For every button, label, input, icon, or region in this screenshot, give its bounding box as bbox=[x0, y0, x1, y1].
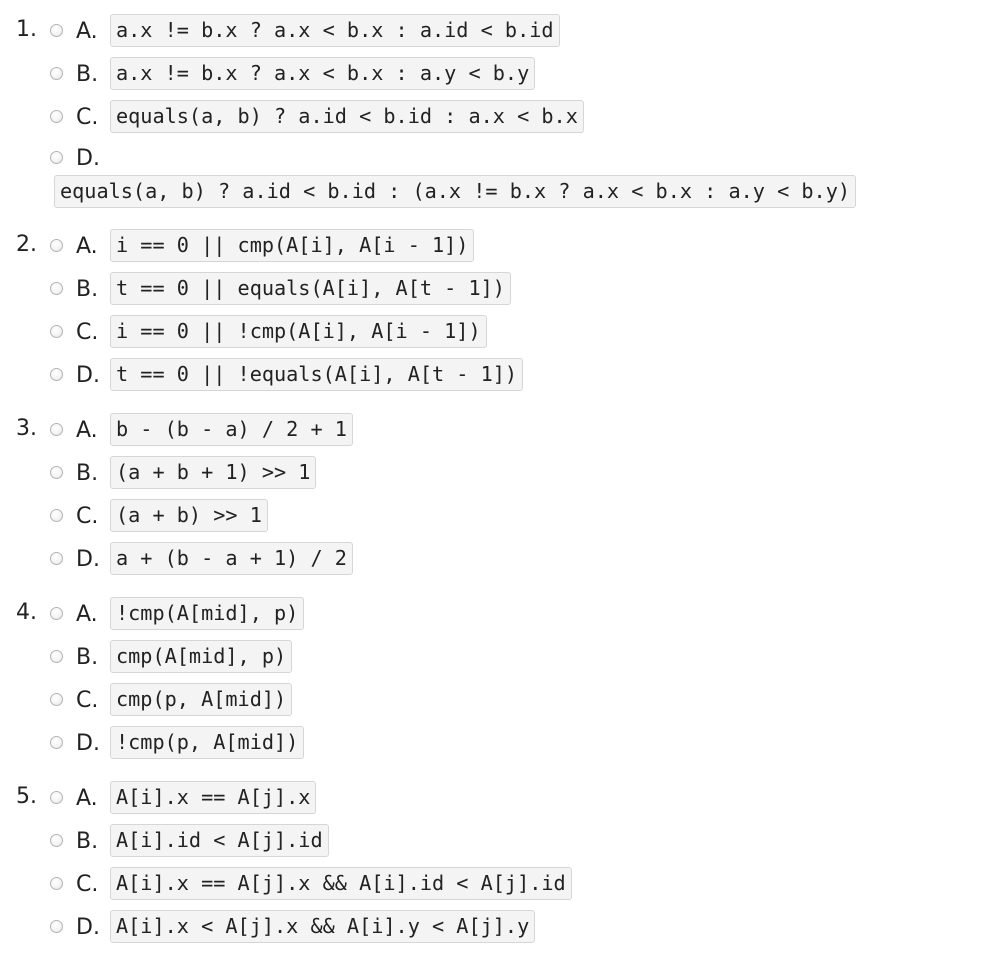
question-number: 1. bbox=[16, 17, 37, 42]
radio-button-icon[interactable] bbox=[50, 325, 63, 338]
option-code: equals(a, b) ? a.id < b.id : (a.x != b.x ? a.x < b.x : a.y < b.y) bbox=[54, 175, 856, 208]
option-code: cmp(A[mid], p) bbox=[110, 640, 292, 673]
option-code: i == 0 || cmp(A[i], A[i - 1]) bbox=[110, 229, 474, 262]
option-code: t == 0 || equals(A[i], A[t - 1]) bbox=[110, 272, 511, 305]
radio-button-icon[interactable] bbox=[50, 552, 63, 565]
radio-button-icon[interactable] bbox=[50, 24, 63, 37]
option-letter: C. bbox=[76, 872, 99, 897]
option-code: a.x != b.x ? a.x < b.x : a.y < b.y bbox=[110, 57, 535, 90]
question-number: 3. bbox=[16, 416, 37, 441]
option-code: (a + b + 1) >> 1 bbox=[110, 456, 316, 489]
radio-button-icon[interactable] bbox=[50, 67, 63, 80]
option-code: i == 0 || !cmp(A[i], A[i - 1]) bbox=[110, 315, 487, 348]
radio-button-icon[interactable] bbox=[50, 368, 63, 381]
option-letter: B. bbox=[76, 829, 99, 854]
radio-button-icon[interactable] bbox=[50, 110, 63, 123]
option-code: !cmp(p, A[mid]) bbox=[110, 726, 304, 759]
option-code: cmp(p, A[mid]) bbox=[110, 683, 292, 716]
option-letter: C. bbox=[76, 688, 99, 713]
radio-button-icon[interactable] bbox=[50, 834, 63, 847]
option-code: A[i].x == A[j].x && A[i].id < A[j].id bbox=[110, 867, 572, 900]
radio-button-icon[interactable] bbox=[50, 736, 63, 749]
option-letter: B. bbox=[76, 645, 99, 670]
option-letter: D. bbox=[76, 547, 100, 572]
option-code: t == 0 || !equals(A[i], A[t - 1]) bbox=[110, 358, 523, 391]
option-letter: D. bbox=[76, 915, 100, 940]
option-letter: D. bbox=[76, 363, 100, 388]
option-code: b - (b - a) / 2 + 1 bbox=[110, 413, 353, 446]
option-letter: A. bbox=[76, 19, 98, 44]
option-code: A[i].id < A[j].id bbox=[110, 824, 329, 857]
option-letter: A. bbox=[76, 234, 98, 259]
option-code: equals(a, b) ? a.id < b.id : a.x < b.x bbox=[110, 100, 584, 133]
radio-button-icon[interactable] bbox=[50, 423, 63, 436]
question-number: 4. bbox=[16, 600, 37, 625]
question-number: 5. bbox=[16, 784, 37, 809]
option-letter: B. bbox=[76, 62, 99, 87]
option-letter: A. bbox=[76, 786, 98, 811]
option-code: (a + b) >> 1 bbox=[110, 499, 268, 532]
option-code: !cmp(A[mid], p) bbox=[110, 597, 304, 630]
option-code: a.x != b.x ? a.x < b.x : a.id < b.id bbox=[110, 14, 560, 47]
radio-button-icon[interactable] bbox=[50, 466, 63, 479]
option-letter: D. bbox=[76, 731, 100, 756]
radio-button-icon[interactable] bbox=[50, 920, 63, 933]
option-letter: C. bbox=[76, 105, 99, 130]
radio-button-icon[interactable] bbox=[50, 151, 63, 164]
option-letter: B. bbox=[76, 277, 99, 302]
radio-button-icon[interactable] bbox=[50, 282, 63, 295]
option-letter: A. bbox=[76, 602, 98, 627]
option-letter: C. bbox=[76, 504, 99, 529]
radio-button-icon[interactable] bbox=[50, 791, 63, 804]
radio-button-icon[interactable] bbox=[50, 607, 63, 620]
option-letter: A. bbox=[76, 418, 98, 443]
option-code: a + (b - a + 1) / 2 bbox=[110, 542, 353, 575]
radio-button-icon[interactable] bbox=[50, 877, 63, 890]
option-code: A[i].x < A[j].x && A[i].y < A[j].y bbox=[110, 910, 535, 943]
option-letter: B. bbox=[76, 461, 99, 486]
radio-button-icon[interactable] bbox=[50, 509, 63, 522]
radio-button-icon[interactable] bbox=[50, 693, 63, 706]
radio-button-icon[interactable] bbox=[50, 650, 63, 663]
option-letter: C. bbox=[76, 320, 99, 345]
option-code: A[i].x == A[j].x bbox=[110, 781, 316, 814]
radio-button-icon[interactable] bbox=[50, 239, 63, 252]
question-number: 2. bbox=[16, 232, 37, 257]
option-letter: D. bbox=[76, 146, 100, 171]
